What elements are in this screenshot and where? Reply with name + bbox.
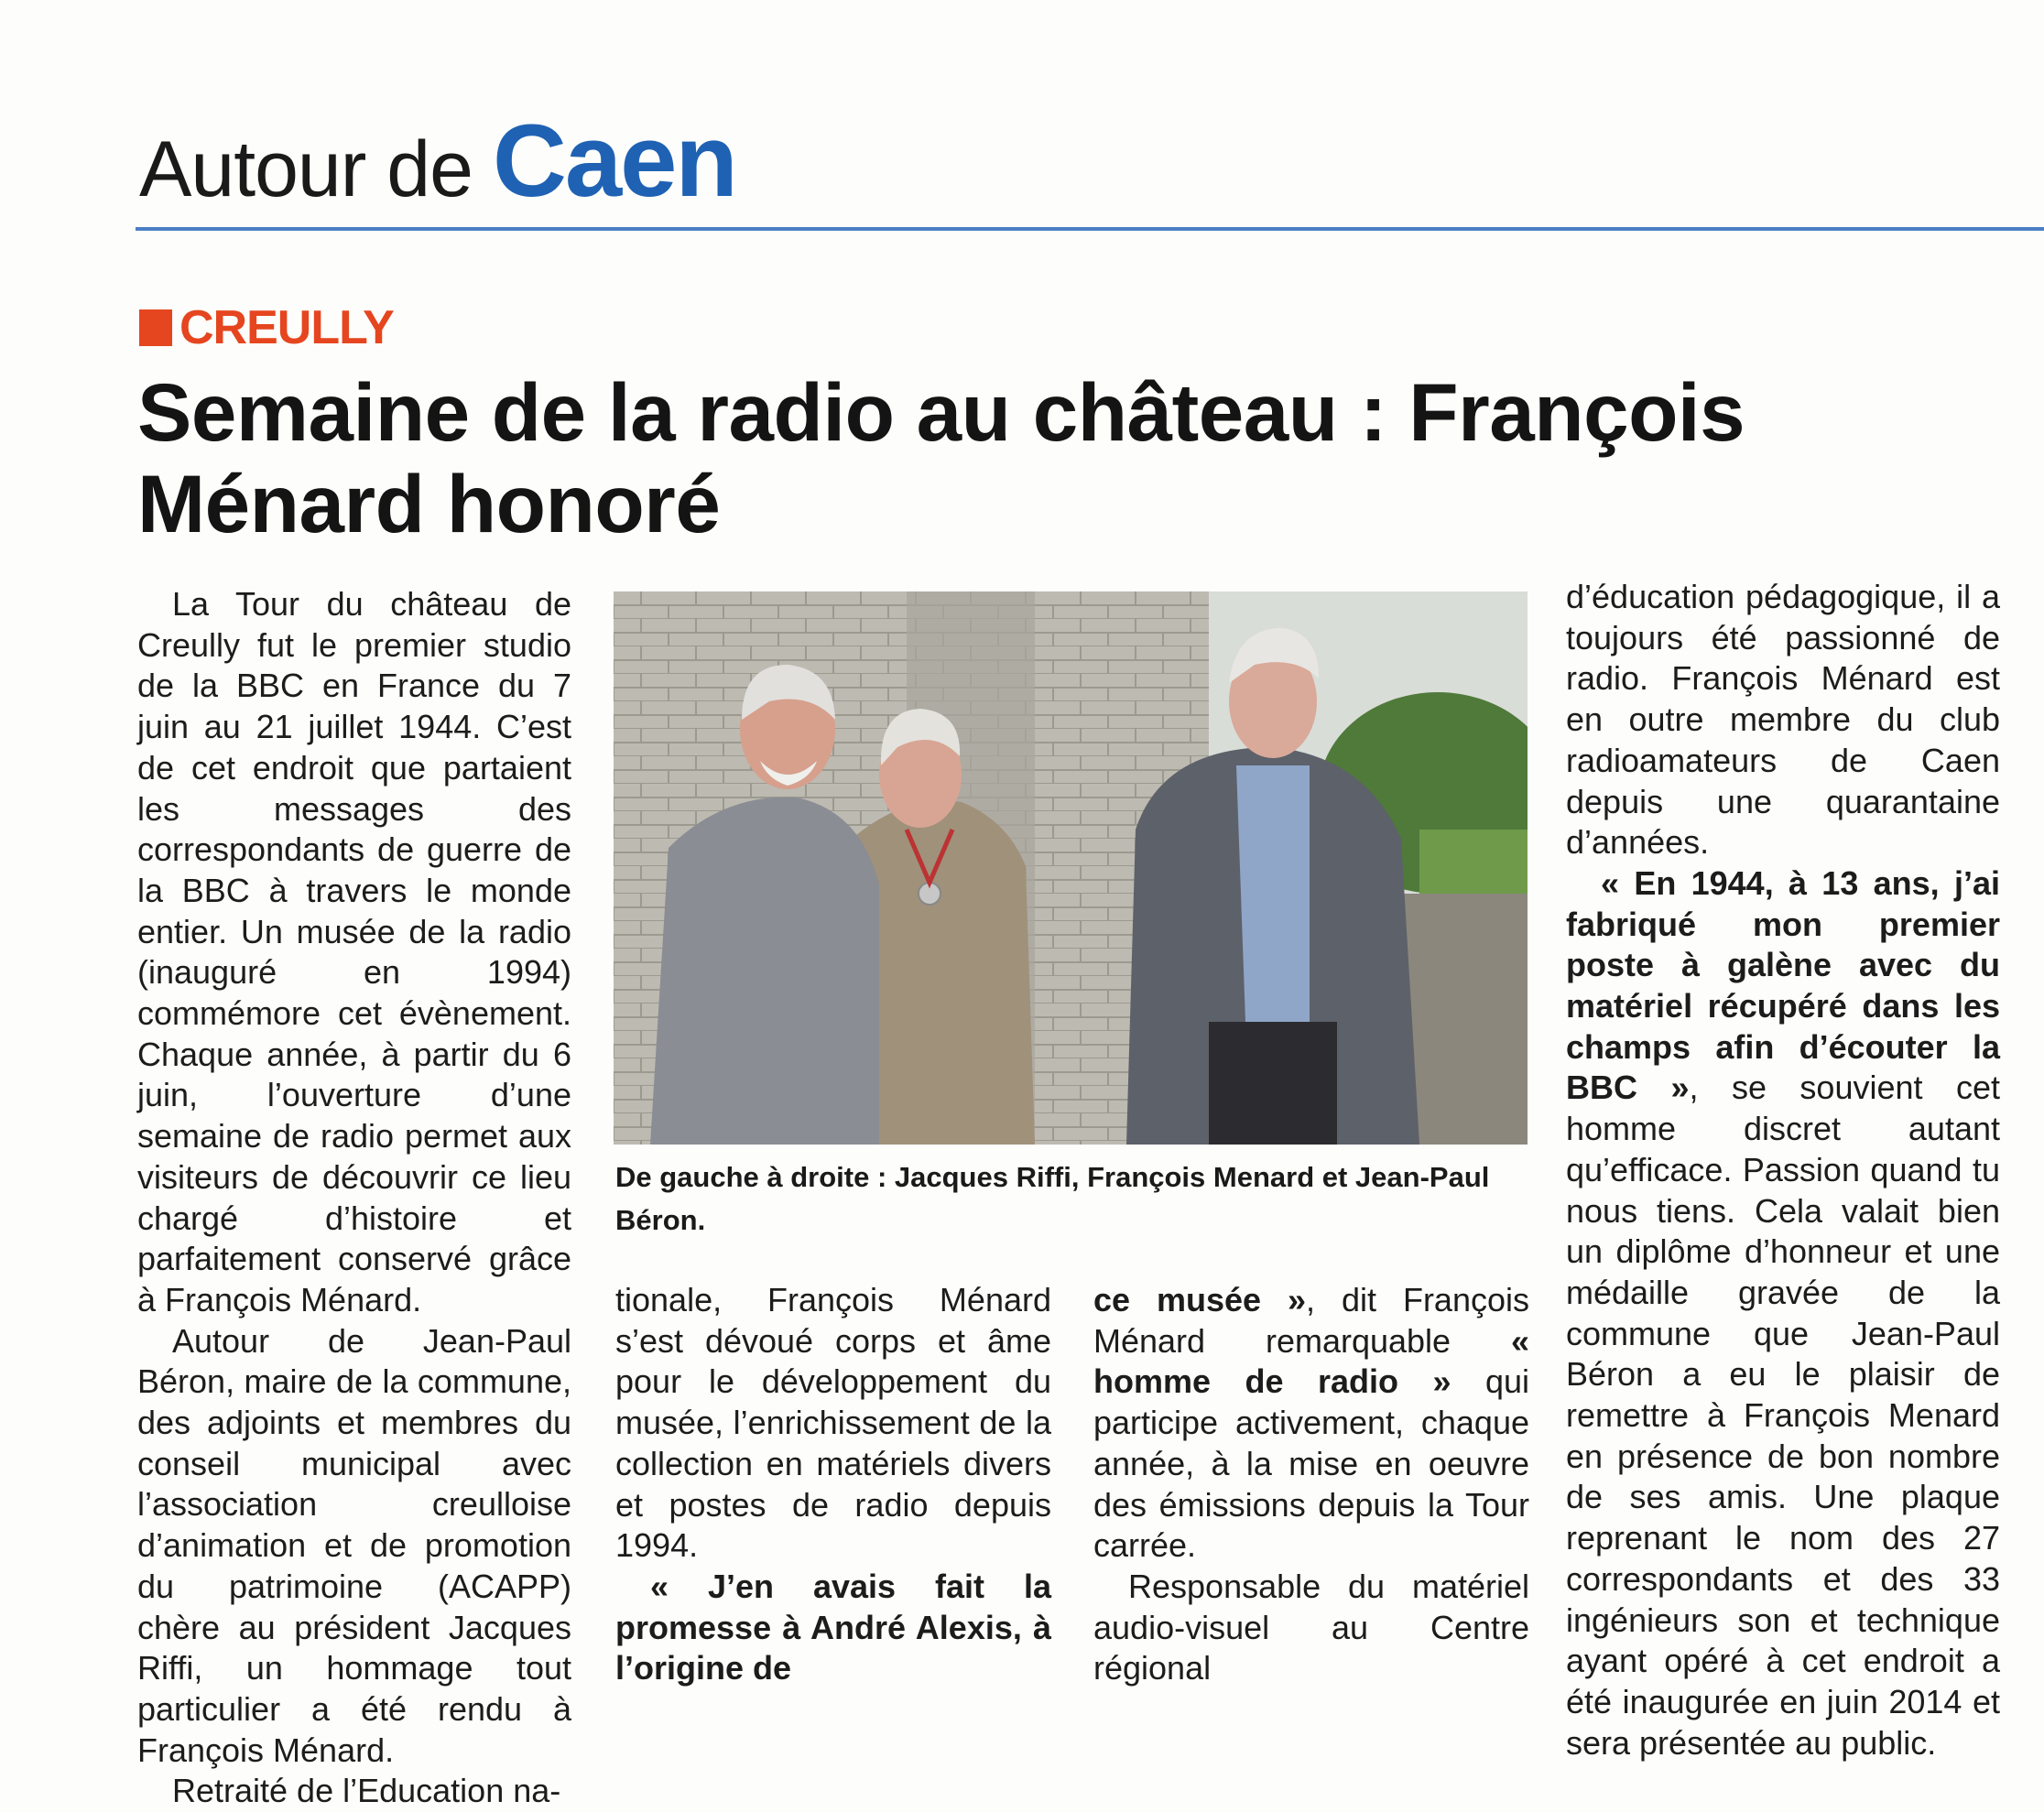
photo-illustration: [614, 591, 1528, 1145]
person-right-shirt: [1236, 765, 1310, 1022]
paragraph: [1093, 1280, 1529, 1567]
paragraph: tionale, François Ménard s’est dévoué corps et âme pour le développement du musée, l’enrichissement de la collection en matériels divers et postes de radio depuis 1994.: [615, 1281, 1051, 1565]
meadow: [1419, 830, 1528, 903]
paragraph: [615, 1567, 1051, 1689]
paragraph: [1566, 863, 2000, 1763]
article-column-3: [1093, 1280, 1529, 1689]
article-photo: [614, 591, 1528, 1145]
section-rule: [136, 227, 2044, 231]
kicker-label: CREULLY: [179, 301, 394, 354]
kicker: [139, 301, 394, 354]
section-header: [139, 103, 736, 218]
quote-bold: « En 1944, à 13 ans, j’ai fabriqué mon premier poste à galène avec du matériel récupéré dans les champs afin d’écouter la BBC »: [1566, 863, 2000, 1107]
article-column-2: [615, 1280, 1051, 1689]
text-run: , se souvient cet homme discret autant qu’efficace. Passion quand tu nous tiens. Cela valait bien un diplôme d’honneur et une médaille gravée de la commune que Jean-Paul Béron a eu le plaisir de remettre à François Menard en présence de bon nombre de ses amis. Une plaque reprenant le nom des 27 correspondants et des 33 ingénieurs son et technique ayant opéré à cet endroit a été inaugurée en juin 2014 et sera présentée au public.: [1566, 1069, 2000, 1762]
article-column-4: [1566, 577, 2000, 1763]
person-left-shirt: [650, 797, 879, 1145]
quote-bold: ce musée »: [1093, 1281, 1307, 1318]
paragraph: d’éducation pédagogique, il a toujours été passionné de radio. François Ménard est en outre membre du club radioamateurs de Caen depuis une quarantaine d’années.: [1566, 578, 2000, 862]
article-column-1: [137, 584, 571, 1812]
paragraph: Responsable du matériel audio-visuel au Centre régional: [1093, 1567, 1529, 1687]
text-run: qui participe activement, chaque année, à la mise en oeuvre des émissions depuis la Tour carrée.: [1093, 1362, 1529, 1565]
paragraph: Autour de Jean-Paul Béron, maire de la commune, des adjoints et membres du conseil municipal avec l’association creulloise d’animation et de promotion du patrimoine (ACAPP) chère au président Jacques Riffi, un hommage tout particulier a été rendu à François Ménard.: [137, 1321, 571, 1769]
quote-bold: « J’en avais fait la promesse à André Alexis, à l’origine de: [615, 1567, 1051, 1687]
paragraph: Retraité de l’Education na-: [172, 1772, 561, 1810]
headline: Semaine de la radio au château : François Ménard honoré: [137, 366, 1745, 549]
text-run: , dit François Ménard remarquable: [1093, 1281, 1529, 1360]
section-city: Caen: [492, 103, 736, 218]
paragraph: La Tour du château de Creully fut le premier studio de la BBC en France du 7 juin au 21 juillet 1944. C’est de cet endroit que partaient les messages des correspondants de guerre de la BBC à travers le monde entier. Un musée de la radio (inauguré en 1994) commémore cet évènement. Chaque année, à partir du 6 juin, l’ouverture d’une semaine de radio permet aux visiteurs de découvrir ce lieu chargé d’histoire et parfaitement conservé grâce à François Ménard.: [137, 585, 571, 1318]
person-right-trousers: [1209, 1022, 1337, 1145]
photo-caption: De gauche à droite : Jacques Riffi, François Menard et Jean-Paul Béron.: [615, 1161, 1490, 1236]
kicker-square-icon: [139, 309, 172, 346]
quote-bold: « homme de radio »: [1093, 1321, 1529, 1401]
section-prefix: Autour de: [139, 125, 473, 213]
